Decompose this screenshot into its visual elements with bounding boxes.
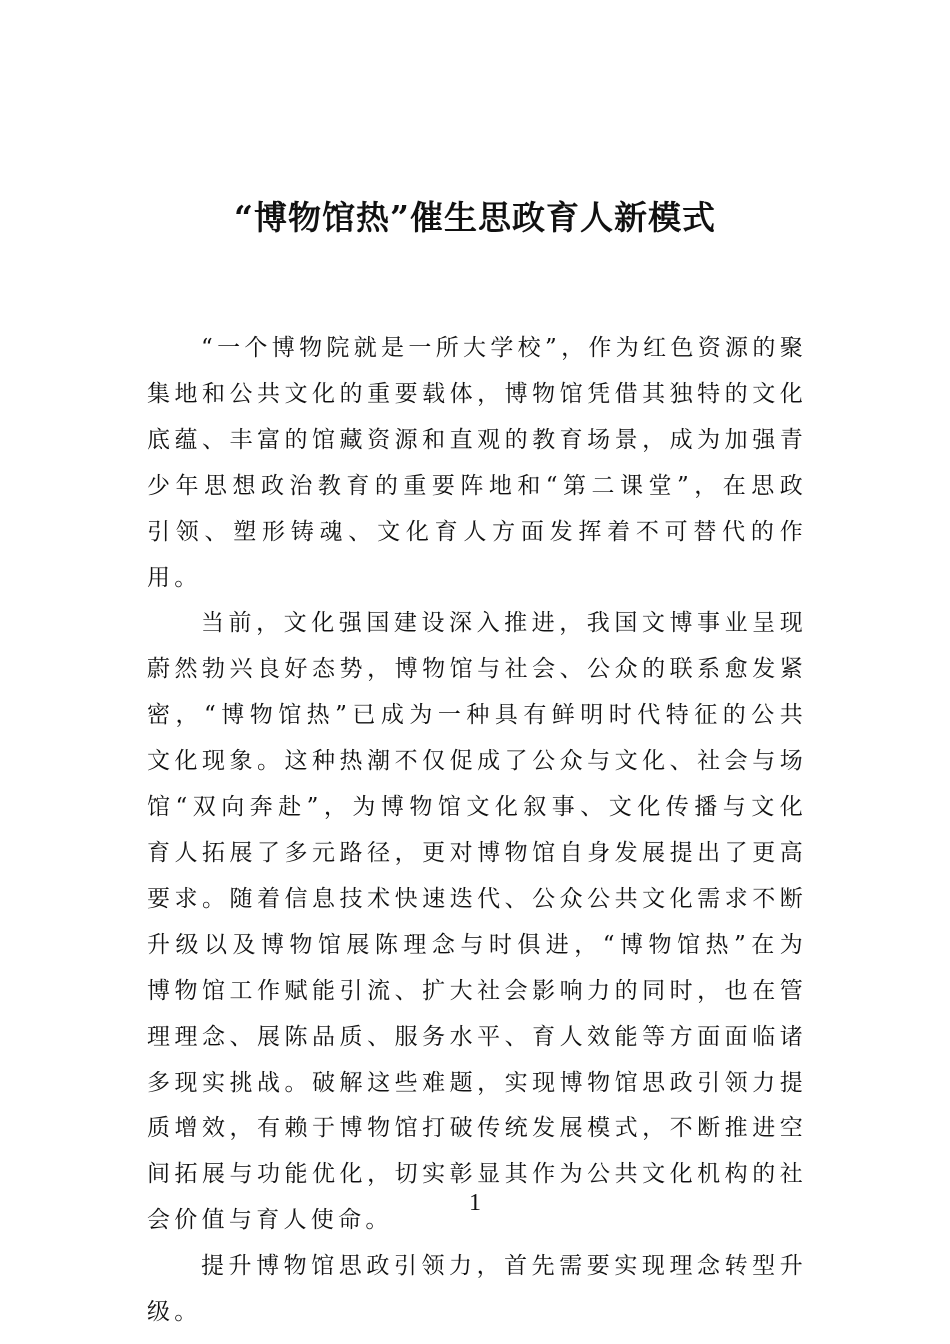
paragraph-current-situation: 当前，文化强国建设深入推进，我国文博事业呈现蔚然勃兴良好态势，博物馆与社会、公众的联系愈发紧密，“博物馆热”已成为一种具有鲜明时代特征的公共文化现象。这种热潮不仅促成了公众与文化、社会与场馆“双向奔赴”，为博物馆文化叙事、文化传播与文化育人拓展了多元路径，更对博物馆自身发展提出了更高要求。随着信息技术快速迭代、公众公共文化需求不断升级以及博物馆展陈理念与时俱进，“博物馆热”在为博物馆工作赋能引流、扩大社会影响力的同时，也在管理理念、展陈品质、服务水平、育人效能等方面面临诸多现实挑战。破解这些难题，实现博物馆思政引领力提质增效，有赖于博物馆打破传统发展模式，不断推进空间拓展与功能优化，切实彰显其作为公共文化机构的社会价值与育人使命。	[147, 610, 807, 1234]
document-body	[147, 326, 807, 1336]
page-number: 1	[469, 1190, 481, 1216]
paragraph-intro: “一个博物院就是一所大学校”，作为红色资源的聚集地和公共文化的重要载体，博物馆凭借其独特的文化底蕴、丰富的馆藏资源和直观的教育场景，成为加强青少年思想政治教育的重要阵地和“第二课堂”，在思政引领、塑形铸魂、文化育人方面发挥着不可替代的作用。	[147, 335, 807, 591]
document-title: “博物馆热”催生思政育人新模式	[234, 198, 716, 237]
paragraph-concept-upgrade: 提升博物馆思政引领力，首先需要实现理念转型升级。	[147, 1253, 807, 1326]
